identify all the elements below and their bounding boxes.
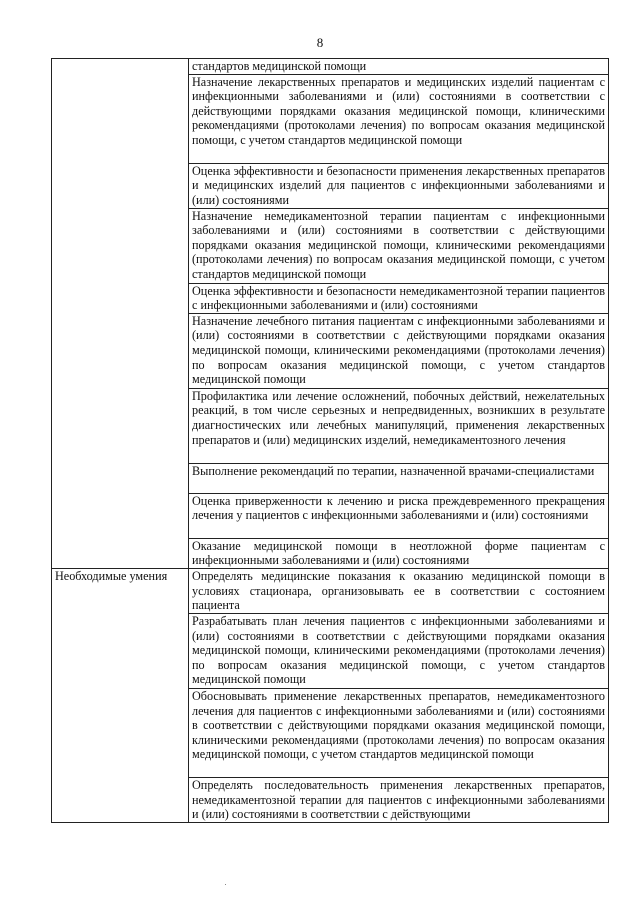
action-text: Оценка эффективности и безопасности немедикаментозной терапии пациентов с инфекционными заболеваниями и (или) состояниями (192, 283, 605, 313)
action-text: Разрабатывать план лечения пациентов с инфекционными заболеваниями и (или) состояниями в соответствии с действующими порядками оказания медицинской помощи, клиническими рекомендациями (протоколами лечения) по вопросам оказания медицинской помощи, с учетом стандартов медицинской помощи (192, 613, 605, 687)
action-cell (189, 777, 609, 822)
action-cell (189, 463, 609, 493)
action-cell (189, 538, 609, 568)
page-number: 8 (316, 35, 324, 50)
action-text: Выполнение рекомендаций по терапии, назначенной врачами-специалистами (192, 463, 595, 478)
action-cell (189, 313, 609, 388)
action-text: Назначение лекарственных препаратов и медицинских изделий пациентам с инфекционными заболеваниями и (или) состояниями в соответствии с действующими порядками оказания медицинской помощи, клиническими рекомендациями (протоколами лечения) по вопросам оказания медицинской помощи, с учетом стандартов медицинской помощи (192, 74, 605, 147)
action-cell (189, 208, 609, 283)
section-label-cell (52, 59, 189, 569)
action-cell (189, 568, 609, 613)
action-text: стандартов медицинской помощи (192, 59, 367, 73)
action-text: Обосновывать применение лекарственных препаратов, немедикаментозного лечения для пациентов с инфекционными заболеваниями и (или) состояниями в соответствии с действующими порядками оказания медицинской помощи, клиническими рекомендациями (протоколами лечения) по вопросам оказания медицинской помощи, с учетом стандартов медицинской помощи (192, 688, 605, 762)
action-text: Определять последовательность применения лекарственных препаратов, немедикаментозной терапии для пациентов с инфекционными заболеваниями и (или) состояниями в соответствии с действующими (192, 777, 605, 822)
action-text: Профилактика или лечение осложнений, побочных действий, нежелательных реакций, в том числе серьезных и непредвиденных, возникших в результате диагностических или лечебных манипуляций, применения лекарственных препаратов и (или) медицинских изделий, немедикаментозного лечения (192, 388, 605, 447)
action-cell (189, 74, 609, 163)
action-text: Определять медицинские показания к оказанию медицинской помощи в условиях стационара, организовывать ее в соответствии с состоянием пациента (192, 568, 605, 613)
section-label: Необходимые умения (55, 568, 168, 583)
section-label-cell (52, 568, 189, 822)
action-cell (189, 493, 609, 538)
scan-speck (225, 884, 226, 885)
action-cell (189, 688, 609, 777)
competency-table (51, 58, 609, 823)
action-text: Оценка эффективности и безопасности применения лекарственных препаратов и медицинских изделий для пациентов с инфекционными заболеваниями и (или) состояниями (192, 163, 605, 207)
action-text: Назначение лечебного питания пациентам с инфекционными заболеваниями и (или) состояниями в соответствии с действующими порядками оказания медицинской помощи, клиническими рекомендациями (протоколами лечения) по вопросам оказания медицинской помощи, с учетом стандартов медицинской помощи (192, 313, 605, 387)
action-cell (189, 388, 609, 463)
table-row (52, 568, 609, 613)
table-row (52, 59, 609, 75)
action-cell (189, 59, 609, 75)
action-cell (189, 283, 609, 313)
action-text: Оказание медицинской помощи в неотложной форме пациентам с инфекционными заболеваниями и (или) состояниями (192, 538, 605, 568)
action-text: Оценка приверженности к лечению и риска преждевременного прекращения лечения у пациентов с инфекционными заболеваниями и (или) состояниями (192, 493, 605, 523)
action-cell (189, 163, 609, 208)
action-cell (189, 613, 609, 688)
action-text: Назначение немедикаментозной терапии пациентам с инфекционными заболеваниями и (или) состояниями в соответствии с действующими порядками оказания медицинской помощи, клиническими рекомендациями (протоколами лечения) по вопросам оказания медицинской помощи, с учетом стандартов медицинской помощи (192, 208, 605, 281)
